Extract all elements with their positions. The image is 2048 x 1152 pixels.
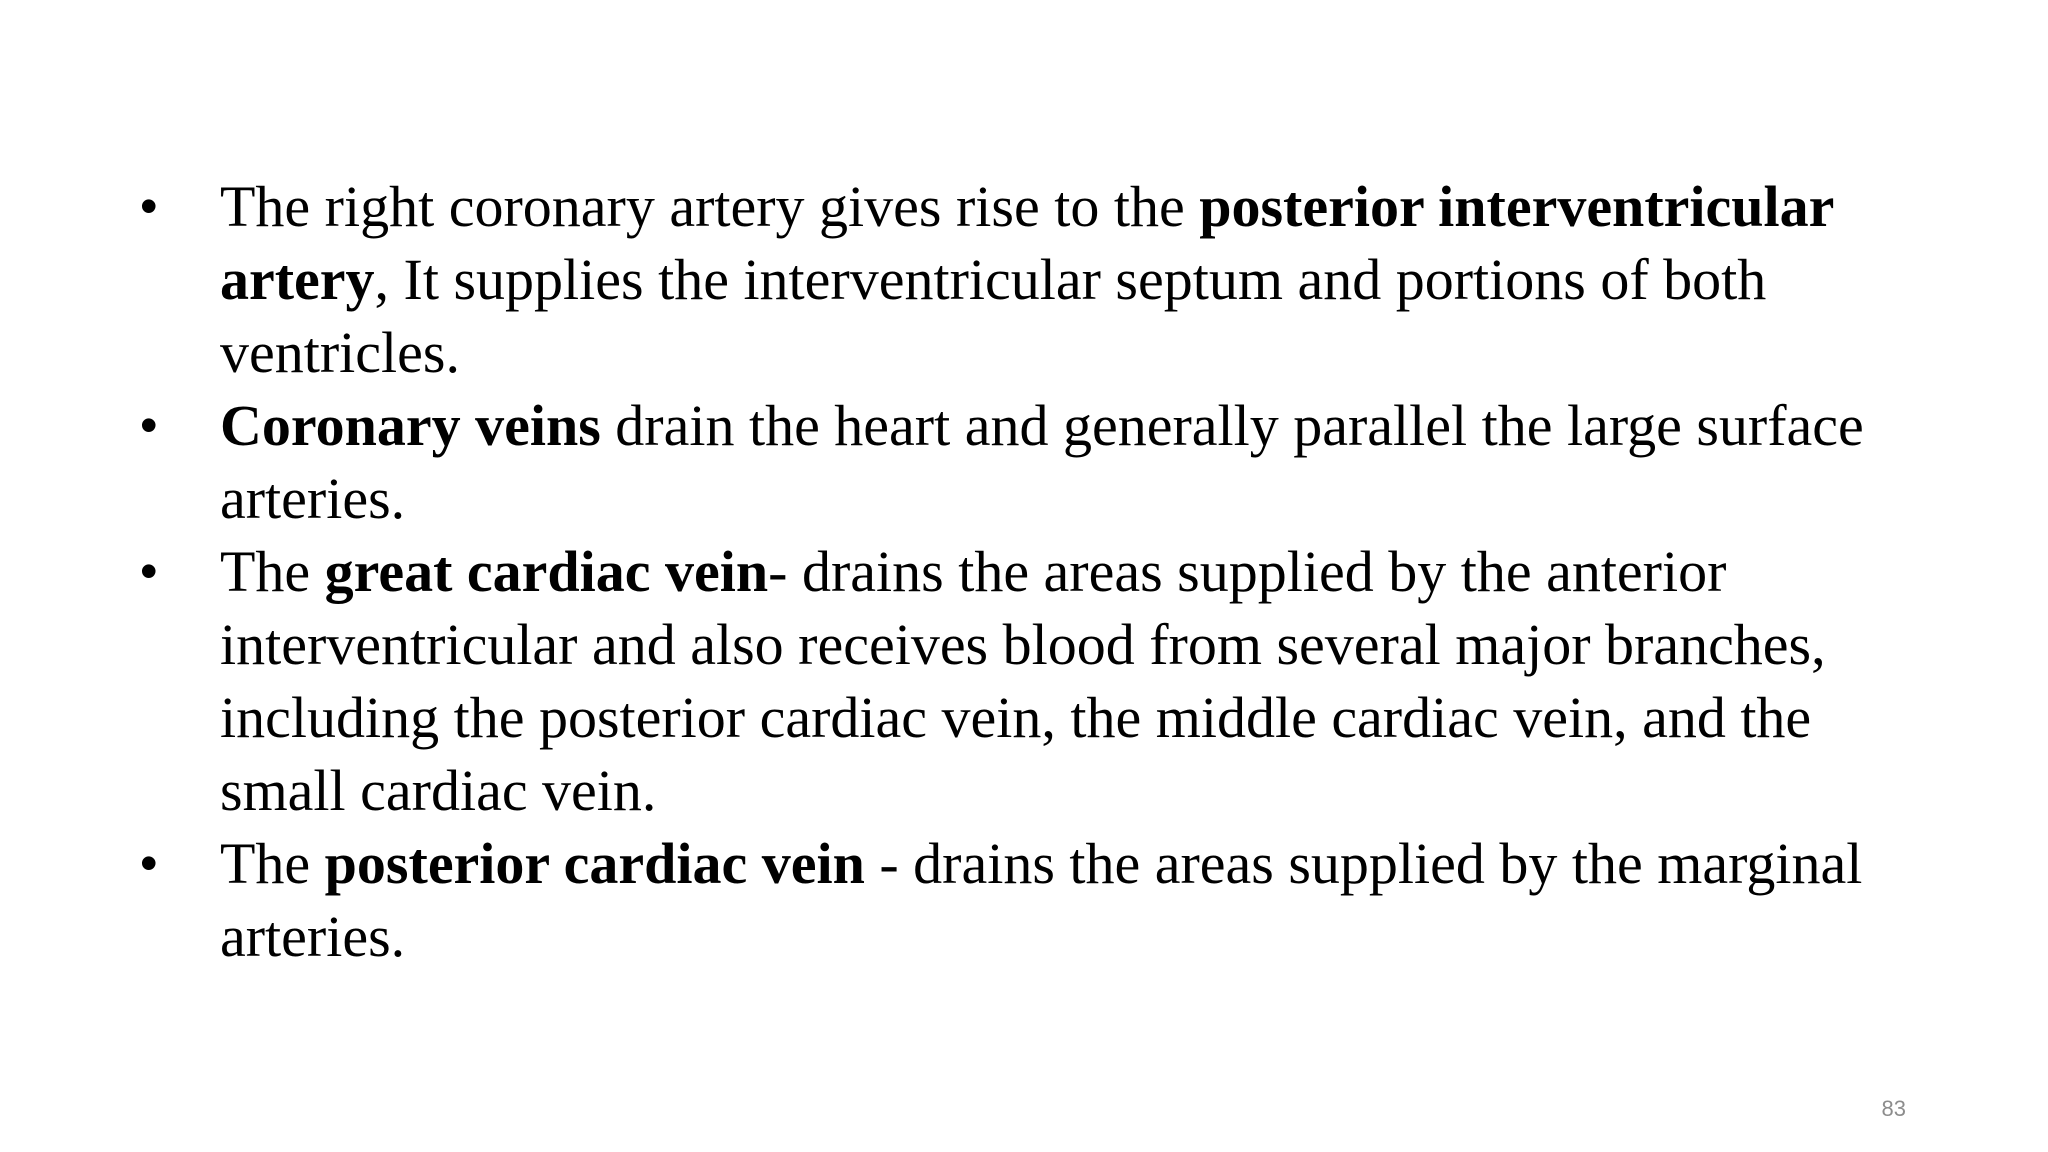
bullet-text-part: , It supplies the interventricular septum and portions of both ventricles. xyxy=(220,247,1767,385)
bullet-bold-term: posterior interventricular artery xyxy=(220,174,1834,312)
bullet-marker: • xyxy=(140,543,158,599)
page-number: 83 xyxy=(1881,1096,1906,1121)
bullet-text xyxy=(220,170,1940,389)
bullet-marker: • xyxy=(140,178,158,234)
bullet-marker: • xyxy=(140,397,158,453)
bullet-bold-term: great cardiac vein xyxy=(324,539,769,604)
bullet-bold-term: posterior cardiac vein xyxy=(324,831,865,896)
bullet-text-part: - drains the areas supplied by the anterior interventricular and also receives blood from several major branches, including the posterior cardiac vein, the middle cardiac vein, and the small cardiac vein. xyxy=(220,539,1826,823)
bullet-item xyxy=(140,170,1940,389)
bullet-text-part: The xyxy=(220,539,325,604)
bullet-text-part: The xyxy=(220,831,325,896)
bullet-bold-term: Coronary veins xyxy=(220,393,601,458)
bullet-text xyxy=(220,535,1940,827)
bullet-item xyxy=(140,535,1940,827)
bullet-text-part: - drains the areas supplied by the marginal arteries. xyxy=(220,831,1863,969)
bullet-text xyxy=(220,389,1940,535)
bullet-text-part: The right coronary artery gives rise to the xyxy=(220,174,1200,239)
bullet-list xyxy=(140,170,1940,973)
bullet-item xyxy=(140,827,1940,973)
bullet-item xyxy=(140,389,1940,535)
bullet-text xyxy=(220,827,1940,973)
bullet-text-part: drain the heart and generally parallel the large surface arteries. xyxy=(220,393,1864,531)
bullet-marker: • xyxy=(140,835,158,891)
